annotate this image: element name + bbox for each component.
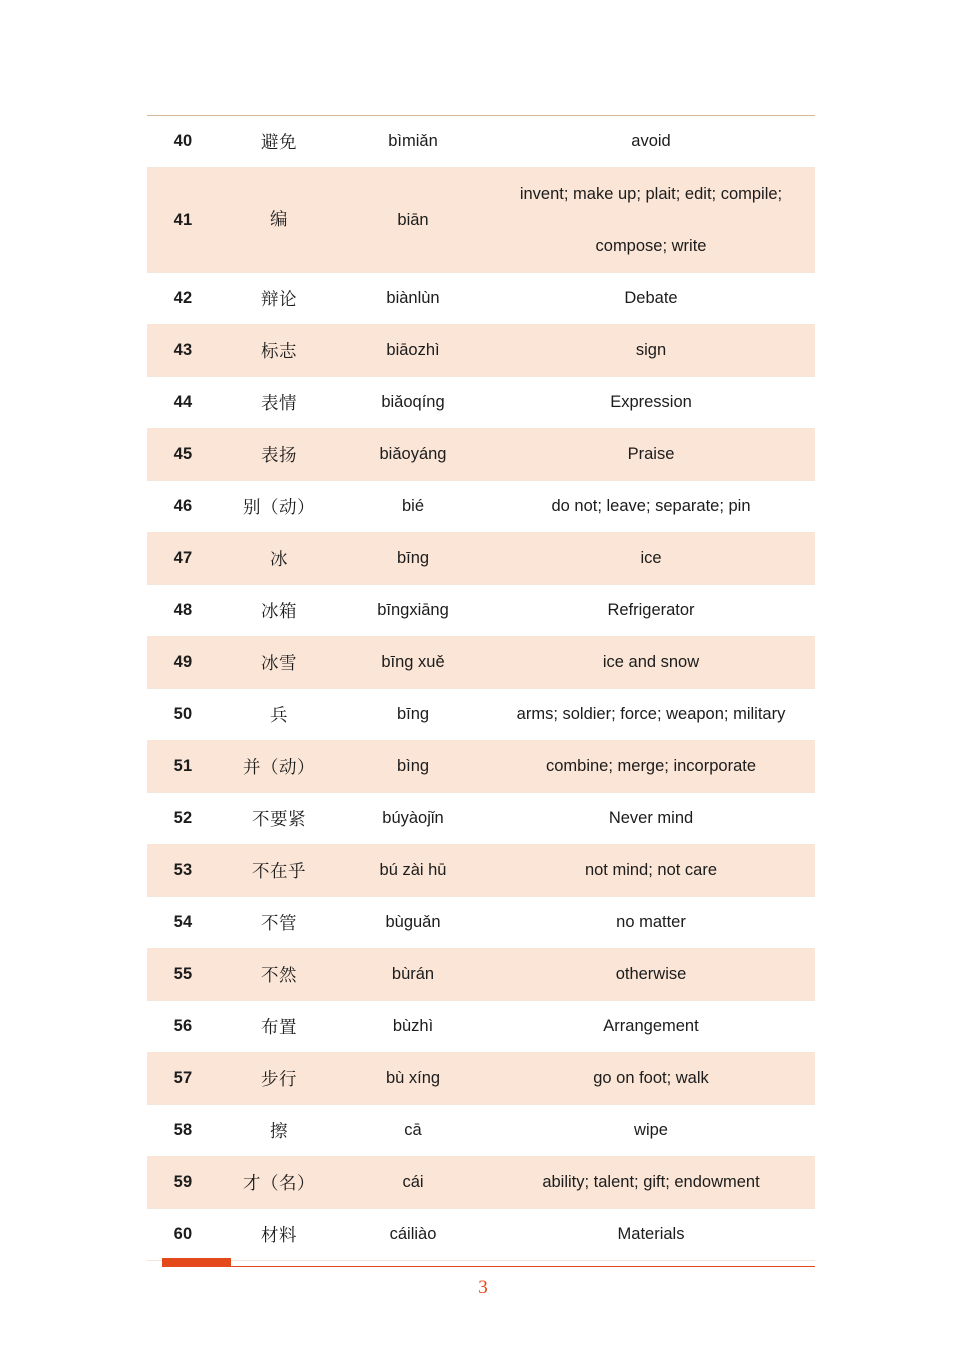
cell-hanzi: 表情 — [219, 377, 339, 429]
cell-pinyin: bù xíng — [339, 1053, 487, 1105]
cell-meaning: wipe — [487, 1105, 815, 1157]
cell-pinyin: cā — [339, 1105, 487, 1157]
cell-meaning: not mind; not care — [487, 845, 815, 897]
table-row — [147, 481, 815, 533]
cell-number: 43 — [147, 325, 219, 377]
cell-pinyin: biān — [339, 168, 487, 273]
page-footer — [147, 1258, 815, 1299]
cell-hanzi: 步行 — [219, 1053, 339, 1105]
cell-hanzi: 才（名） — [219, 1157, 339, 1209]
cell-meaning: do not; leave; separate; pin — [487, 481, 815, 533]
footer-accent-line — [162, 1266, 815, 1268]
cell-number: 55 — [147, 949, 219, 1001]
cell-meaning: arms; soldier; force; weapon; military — [487, 689, 815, 741]
cell-number: 54 — [147, 897, 219, 949]
cell-pinyin: búyàojǐn — [339, 793, 487, 845]
cell-pinyin: bīng — [339, 533, 487, 585]
cell-pinyin: bùguǎn — [339, 897, 487, 949]
table-row — [147, 429, 815, 481]
cell-hanzi: 冰雪 — [219, 637, 339, 689]
cell-hanzi: 辩论 — [219, 273, 339, 325]
cell-hanzi: 别（动） — [219, 481, 339, 533]
cell-hanzi: 布置 — [219, 1001, 339, 1053]
table-row — [147, 273, 815, 325]
cell-hanzi: 冰 — [219, 533, 339, 585]
cell-meaning: ice — [487, 533, 815, 585]
table-row — [147, 1157, 815, 1209]
cell-meaning: Debate — [487, 273, 815, 325]
cell-pinyin: bùzhì — [339, 1001, 487, 1053]
cell-pinyin: biǎoqíng — [339, 377, 487, 429]
cell-number: 53 — [147, 845, 219, 897]
cell-hanzi: 编 — [219, 168, 339, 273]
table-row — [147, 377, 815, 429]
cell-pinyin: biāozhì — [339, 325, 487, 377]
cell-pinyin: bīng — [339, 689, 487, 741]
cell-hanzi: 表扬 — [219, 429, 339, 481]
table-row — [147, 1105, 815, 1157]
vocabulary-table — [147, 116, 815, 1261]
cell-meaning: Never mind — [487, 793, 815, 845]
footer-rule — [147, 1258, 815, 1268]
cell-pinyin: biǎoyáng — [339, 429, 487, 481]
cell-meaning: Expression — [487, 377, 815, 429]
cell-pinyin: cái — [339, 1157, 487, 1209]
cell-hanzi: 不在乎 — [219, 845, 339, 897]
cell-number: 56 — [147, 1001, 219, 1053]
cell-meaning: ability; talent; gift; endowment — [487, 1157, 815, 1209]
cell-number: 57 — [147, 1053, 219, 1105]
cell-meaning: no matter — [487, 897, 815, 949]
cell-pinyin: bīng xuě — [339, 637, 487, 689]
cell-hanzi: 不然 — [219, 949, 339, 1001]
cell-meaning: invent; make up; plait; edit; compile; compose; write — [487, 168, 815, 273]
cell-pinyin: bùrán — [339, 949, 487, 1001]
cell-meaning: avoid — [487, 116, 815, 168]
cell-pinyin: bú zài hū — [339, 845, 487, 897]
cell-number: 50 — [147, 689, 219, 741]
table-row — [147, 741, 815, 793]
cell-hanzi: 不要紧 — [219, 793, 339, 845]
table-row — [147, 1209, 815, 1261]
cell-meaning: Materials — [487, 1209, 815, 1261]
table-row — [147, 1001, 815, 1053]
cell-pinyin: bié — [339, 481, 487, 533]
table-row — [147, 637, 815, 689]
cell-number: 59 — [147, 1157, 219, 1209]
cell-number: 45 — [147, 429, 219, 481]
cell-hanzi: 不管 — [219, 897, 339, 949]
table-row — [147, 1053, 815, 1105]
cell-hanzi: 材料 — [219, 1209, 339, 1261]
cell-meaning: Arrangement — [487, 1001, 815, 1053]
cell-hanzi: 擦 — [219, 1105, 339, 1157]
cell-number: 58 — [147, 1105, 219, 1157]
cell-meaning: Refrigerator — [487, 585, 815, 637]
table-row — [147, 689, 815, 741]
cell-hanzi: 冰箱 — [219, 585, 339, 637]
vocabulary-table-body — [147, 116, 815, 1261]
cell-meaning: ice and snow — [487, 637, 815, 689]
cell-number: 42 — [147, 273, 219, 325]
cell-hanzi: 避免 — [219, 116, 339, 168]
table-row — [147, 585, 815, 637]
table-row — [147, 949, 815, 1001]
cell-number: 47 — [147, 533, 219, 585]
cell-meaning: Praise — [487, 429, 815, 481]
cell-number: 41 — [147, 168, 219, 273]
cell-number: 51 — [147, 741, 219, 793]
table-row — [147, 116, 815, 168]
cell-number: 46 — [147, 481, 219, 533]
table-row — [147, 897, 815, 949]
cell-pinyin: bīngxiāng — [339, 585, 487, 637]
cell-meaning: go on foot; walk — [487, 1053, 815, 1105]
vocabulary-table-container — [147, 115, 815, 1261]
table-row — [147, 325, 815, 377]
cell-number: 49 — [147, 637, 219, 689]
page-number: 3 — [478, 1277, 488, 1298]
cell-meaning: otherwise — [487, 949, 815, 1001]
table-row — [147, 168, 815, 273]
cell-hanzi: 标志 — [219, 325, 339, 377]
cell-number: 48 — [147, 585, 219, 637]
cell-meaning: combine; merge; incorporate — [487, 741, 815, 793]
cell-number: 60 — [147, 1209, 219, 1261]
cell-pinyin: bìng — [339, 741, 487, 793]
cell-number: 52 — [147, 793, 219, 845]
table-row — [147, 845, 815, 897]
cell-hanzi: 并（动） — [219, 741, 339, 793]
cell-number: 44 — [147, 377, 219, 429]
cell-pinyin: cáiliào — [339, 1209, 487, 1261]
cell-pinyin: biànlùn — [339, 273, 487, 325]
cell-hanzi: 兵 — [219, 689, 339, 741]
cell-meaning: sign — [487, 325, 815, 377]
table-row — [147, 793, 815, 845]
cell-pinyin: bìmiǎn — [339, 116, 487, 168]
cell-number: 40 — [147, 116, 219, 168]
table-row — [147, 533, 815, 585]
